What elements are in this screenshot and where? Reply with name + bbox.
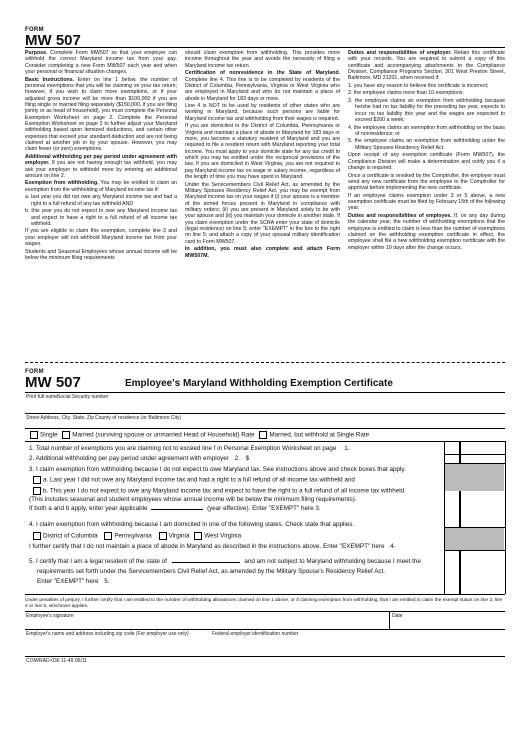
line-3c: If both a and b apply, enter year applicable (year effective). Enter "EXEMPT" here 3. bbox=[29, 505, 321, 512]
line-4: 4. I claim exemption from withholding because I am domiciled in one of the following states. Check state that applies. bbox=[29, 521, 355, 528]
header-rule bbox=[25, 47, 505, 48]
ssn-label: Social Security number bbox=[57, 394, 109, 400]
filing-status-row bbox=[30, 431, 369, 440]
instructions-col-1: Purpose. Complete Form MW507 so that your employer can withhold the correct Maryland income tax from your pay. Consider completing a new Form MW507 each year and when your personal or financial situation changes. Basic Instructions. Enter on line 1 below, the number of personal exemptions that you will be claiming on your tax return; however, if you wish to claim more exemptions, or if your adjusted gross income will be more than $100,000 if you are filing single or married filing separately ($150,000, if you are filing jointly or as head of household), you must complete the Personal Exemption Worksheet on page 2. Complete the Personal Exemption Worksheet on page 2 to further adjust your Maryland withholding based upon itemized deductions, and certain other expenses that exceed your standard deduction and are not being claimed at another job or by your spouse. However, you may claim fewer (or zero) exemptions. Additional withholding per pay period under agreement with employer. If you are not having enough tax withheld, you may ask your employer to withhold more by entering an additional amount on line 2. Exemption from withholding. You may be entitled to claim an exemption from the withholding of Maryland income tax if: a. last year you did not owe any Maryland income tax and had a right to a full refund of any tax withheld AND b. this year you do not expect to owe any Maryland income tax and expect to have a right to a full refund of all income tax withheld. If you are eligible to claim this exemption, complete line 3 and your employer will not withhold Maryland income tax from your wages. Students and Seasonal Employees whose annual income will be below the minimum filing requirements bbox=[25, 50, 177, 261]
va-checkbox[interactable] bbox=[159, 532, 167, 540]
fein-label: Federal employer identification number bbox=[212, 631, 299, 637]
year-applicable-input[interactable] bbox=[151, 509, 203, 510]
row-rule bbox=[25, 611, 505, 612]
date-input[interactable] bbox=[392, 619, 502, 628]
form-footer-code: COM/RAD-036 11-49 06/11 bbox=[26, 658, 87, 664]
married-single-label: Married, but withhold at Single Rate bbox=[269, 431, 370, 439]
line5-exempt-input[interactable] bbox=[460, 583, 503, 593]
line1-input[interactable] bbox=[460, 444, 503, 453]
cert-form-number: MW 507 bbox=[25, 374, 81, 391]
line-4b: I further certify that I do not maintain a place of abode in Maryland as described in the instructions above. Enter "EXEMPT" here 4. bbox=[29, 543, 396, 550]
wv-checkbox[interactable] bbox=[194, 532, 202, 540]
answer-rule bbox=[444, 550, 505, 551]
name-input[interactable] bbox=[25, 400, 505, 412]
cert-header-rule bbox=[25, 392, 505, 393]
line3b-checkbox[interactable] bbox=[33, 487, 41, 495]
line3a-checkbox[interactable] bbox=[33, 476, 41, 484]
form-label: FORM bbox=[25, 27, 44, 33]
address-input[interactable] bbox=[25, 421, 505, 428]
line4-exempt-input[interactable] bbox=[460, 552, 503, 562]
line2-input[interactable] bbox=[460, 455, 503, 462]
employer-input[interactable] bbox=[25, 638, 505, 656]
signature-input[interactable] bbox=[25, 619, 385, 628]
line-5-exempt: Enter "EXEMPT" here 5. bbox=[37, 578, 110, 585]
certificate-title: Employee's Maryland Withholding Exemption Certificate bbox=[125, 378, 393, 389]
signature-label: Employee's signature bbox=[26, 613, 74, 619]
cert-form-label: FORM bbox=[25, 369, 44, 375]
line-5: 5. I certify that I am a legal resident of the state of and am not subject to Maryland withholding because I meet the bbox=[29, 558, 421, 565]
cut-line bbox=[25, 362, 505, 363]
instructions-col-2: should claim exemption from withholding. This provides more income throughout the year and avoids the necessity of filing a Maryland income tax return. Certification of nonresidence in the State of Maryland. Complete line 4. This line is to be completed by residents of the District of Columbia, Pennsylvania, Virginia or West Virginia who are employed in Maryland and who do not maintain a place of abode in Maryland for 183 days or more. Line 4 is NOT to be used by residents of other states who are working in Maryland, because such persons are liable for Maryland income tax and withholding from their wages is required. If you are domiciled in the District of Columbia, Pennsylvania or Virginia and maintain a place of abode in Maryland for 183 days or more, you become a statutory resident of Maryland and you are required to file a resident return with Maryland reporting your total income. You must apply to your domicile state for any tax credit to which you may be entitled under the reciprocal provisions of the law. If you are domiciled in West Virginia, you are not required to pay Maryland income tax on wage or salary income, regardless of the length of time you may have spent in Maryland. Under the Servicemembers Civil Relief Act, as amended by the Military Spouses Residency Relief Act, you may be exempt from Maryland income tax on your wages if (i) your spouse is a member of the armed forces present in Maryland in compliance with military orders; (ii) you are present in Maryland solely to be with your spouse and (iii) you maintain your domicile in another state. If you claim exemption under the SCRA enter your state of domicile (legal residence) on line 5; enter "EXEMPT" in the box to the right on line 5; and attach a copy of your spousal military identification card to Form MW507. In addition, you must also complete and attach Form MW507M. bbox=[185, 50, 340, 259]
single-label: Single bbox=[40, 431, 58, 439]
married-label: Married (surviving spouse or unmarried Head of Household) Rate bbox=[72, 431, 255, 439]
line-3b: b. This year I do not expect to owe any Maryland income tax and expect to have the right to a full refund of all income tax withheld. bbox=[33, 487, 406, 496]
line-2: 2. Additional withholding per pay period under agreement with employer 2. $ bbox=[29, 455, 250, 462]
row-rule bbox=[25, 656, 505, 657]
print-name-label: Print full name bbox=[26, 394, 58, 400]
married-checkbox[interactable] bbox=[62, 431, 70, 439]
line-3: 3. I claim exemption from withholding because I do not expect to owe Maryland tax. See instructions above and check boxes that apply. bbox=[29, 466, 406, 473]
signature-divider bbox=[389, 612, 390, 629]
dc-checkbox[interactable] bbox=[33, 532, 41, 540]
state-of-residence-input[interactable] bbox=[172, 562, 240, 563]
line-4-states: District of Columbia Pennsylvania Virginia West Virginia bbox=[33, 532, 241, 541]
perjury-statement: Under penalties of perjury, I further certify that I am entitled to the number of withholding allowances claimed on line 1 above, or if claiming exemption from withholding, that I am entitled to claim the exempt status on line 3, line 4 or line 5, whichever applies. bbox=[25, 598, 503, 609]
instructions-col-3: Duties and responsibilities of employer. Retain this certificate with your records. You are required to submit a copy of this certificate and accompanying attachments to the Compliance Division, Compliance Programs Section, 301 West Preston Street, Baltimore, MD 21201, when received if: 1. you have any reason to believe this certificate is incorrect; 2. the employee claims more than 10 exemptions; 3. the employee claims an exemption from withholding because he/she had no tax liability for the preceding tax year, expects to incur no tax liability this year and the wages are expected to exceed $200 a week; 4. the employee claims an exemption from withholding on the basis of nonresidence; or 5. the employee claims an exemption from withholding under the Military Spouses Residency Relief Act. Upon receipt of any exemption certificate (Form MW507), the Compliance Division will make a determination and notify you if a change is required. Once a certificate is revoked by the Comptroller, the employer must send any new certificate from the employee to the Comptroller for approval before implementing the new certificate. If an employee claims exemption under 3 or 5 above, a new exemption certificate must be filed by February 15th of the following year. Duties and responsibilities of employee. If, on any day during the calendar year, the number of withholding exemptions that the employee is entitled to claim is less than the number of exemptions claimed on the withholding exemption certificate in effect, the employee shall file a new withholding exemption certificate with the employer within 10 days after the change occurs. bbox=[348, 50, 505, 251]
line3-exempt-input[interactable] bbox=[460, 516, 503, 526]
answer-rule bbox=[444, 463, 505, 464]
county-label: County of residence (or Baltimore City) bbox=[95, 415, 182, 421]
row-rule bbox=[25, 428, 505, 429]
date-label: Date bbox=[392, 613, 403, 619]
single-checkbox[interactable] bbox=[30, 431, 38, 439]
row-rule bbox=[25, 629, 505, 630]
pa-checkbox[interactable] bbox=[104, 532, 112, 540]
line-3a: a. Last year I did not owe any Maryland income tax and had a right to a full refund of all income tax withheld and bbox=[33, 476, 355, 485]
line-3b-note: (This includes seasonal and student employees whose annual income will be below the minimum filing requirements). bbox=[29, 496, 357, 503]
row-rule bbox=[25, 594, 505, 595]
line-1: 1. Total number of exemptions you are claiming not to exceed line f in Personal Exemption Worksheet on page 1. bbox=[29, 445, 350, 452]
employer-label: Employer's name and address including zip code (For employer use only) bbox=[26, 631, 189, 637]
line-5-requirements: requirements set forth under the Servicemembers Civil Relief Act, as amended by the Military Spouse's Residency Relief Act. bbox=[37, 568, 386, 575]
row-rule bbox=[25, 441, 505, 442]
address-label: Street Address, City, State, Zip bbox=[26, 415, 94, 421]
shaded-area bbox=[445, 463, 504, 491]
answer-rule bbox=[444, 527, 505, 528]
row-rule bbox=[25, 413, 505, 414]
shaded-area bbox=[445, 527, 504, 550]
form-number: MW 507 bbox=[25, 32, 81, 49]
married-single-checkbox[interactable] bbox=[259, 431, 267, 439]
